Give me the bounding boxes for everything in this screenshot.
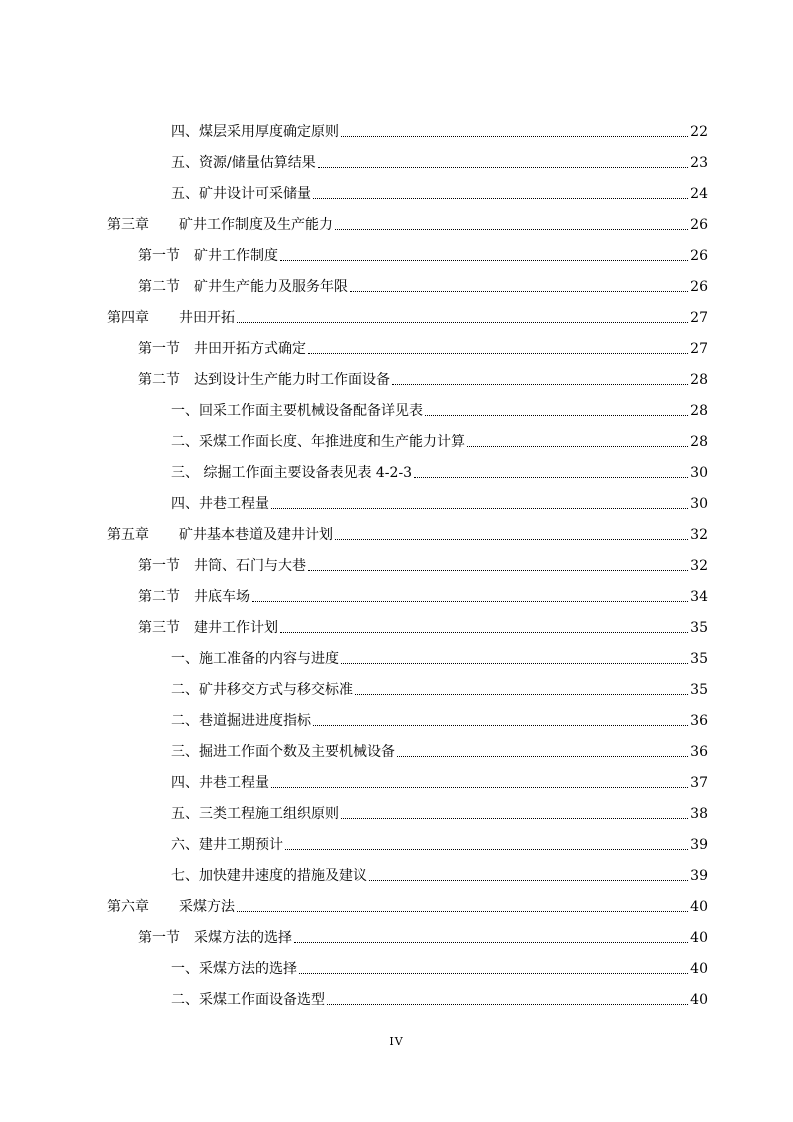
toc-entry-label: 二、矿井移交方式与移交标准 — [171, 682, 353, 698]
toc-entry[interactable] — [138, 367, 708, 389]
toc-entry-title — [138, 371, 390, 389]
toc-entry[interactable] — [138, 274, 708, 296]
toc-entry[interactable] — [171, 956, 708, 978]
toc-leader-dots — [318, 166, 688, 168]
toc-entry-label: 采煤方法 — [179, 899, 235, 915]
toc-entry-number: 第四章 — [107, 310, 149, 326]
toc-entry-label: 六、建井工期预计 — [171, 837, 283, 853]
toc-entry[interactable] — [171, 119, 708, 141]
toc-entry[interactable] — [138, 553, 708, 575]
toc-entry-page: 26 — [690, 217, 708, 233]
toc-entry-label: 二、采煤工作面设备选型 — [171, 992, 325, 1008]
toc-entry-title — [107, 216, 333, 234]
toc-entry-label: 四、井巷工程量 — [171, 775, 269, 791]
toc-entry-page: 34 — [690, 589, 708, 605]
toc-entry-title — [171, 650, 339, 668]
toc-entry[interactable] — [171, 863, 708, 885]
toc-entry-title — [138, 340, 306, 358]
toc-leader-dots — [252, 600, 688, 602]
toc-entry-number: 第六章 — [107, 899, 149, 915]
toc-leader-dots — [308, 569, 688, 571]
toc-entry-title — [171, 836, 283, 854]
toc-entry-label: 矿井工作制度及生产能力 — [179, 217, 333, 233]
toc-entry-label: 建井工作计划 — [194, 620, 278, 636]
toc-entry-label: 井底车场 — [194, 589, 250, 605]
toc-entry-number: 第三章 — [107, 217, 149, 233]
toc-entry[interactable] — [171, 708, 708, 730]
toc-entry-title — [171, 154, 316, 172]
toc-entry-page: 26 — [690, 248, 708, 264]
toc-entry-number: 第二节 — [138, 279, 180, 295]
toc-entry-title — [171, 123, 339, 141]
toc-leader-dots — [341, 135, 688, 137]
toc-leader-dots — [294, 941, 688, 943]
toc-entry-title — [171, 712, 311, 730]
toc-entry[interactable] — [138, 243, 708, 265]
toc-leader-dots — [271, 786, 688, 788]
toc-leader-dots — [392, 383, 688, 385]
toc-entry[interactable] — [171, 832, 708, 854]
toc-entry-page: 28 — [690, 372, 708, 388]
toc-entry-number: 第一节 — [138, 930, 180, 946]
toc-entry-title — [171, 402, 423, 420]
toc-entry-page: 22 — [690, 124, 708, 140]
toc-entry-title — [138, 278, 348, 296]
toc-entry[interactable] — [171, 987, 708, 1009]
toc-entry-page: 30 — [690, 496, 708, 512]
toc-entry-number: 第五章 — [107, 527, 149, 543]
toc-entry[interactable] — [138, 336, 708, 358]
toc-entry-title — [138, 557, 306, 575]
toc-entry-title — [171, 960, 297, 978]
toc-entry[interactable] — [171, 770, 708, 792]
toc-entry-title — [171, 681, 353, 699]
toc-entry-title — [171, 805, 339, 823]
toc-leader-dots — [299, 972, 688, 974]
toc-entry-number: 第一节 — [138, 558, 180, 574]
toc-leader-dots — [237, 321, 688, 323]
toc-entry-title — [107, 526, 333, 544]
toc-leader-dots — [414, 476, 688, 478]
toc-entry-label: 七、加快建井速度的措施及建议 — [171, 868, 367, 884]
toc-entry-label: 矿井基本巷道及建井计划 — [179, 527, 333, 543]
toc-entry-label: 矿井生产能力及服务年限 — [194, 279, 348, 295]
toc-entry-page: 36 — [690, 713, 708, 729]
toc-entry-page: 35 — [690, 620, 708, 636]
toc-entry-title — [171, 867, 367, 885]
toc-leader-dots — [341, 817, 688, 819]
toc-entry-page: 28 — [690, 403, 708, 419]
toc-entry-page: 40 — [690, 899, 708, 915]
toc-entry-label: 五、资源/储量估算结果 — [171, 155, 316, 171]
toc-entry-label: 五、三类工程施工组织原则 — [171, 806, 339, 822]
toc-entry-label: 采煤方法的选择 — [194, 930, 292, 946]
toc-entry-title — [171, 743, 395, 761]
toc-entry[interactable] — [107, 212, 708, 234]
toc-entry-number: 第二节 — [138, 589, 180, 605]
toc-entry-page: 38 — [690, 806, 708, 822]
toc-entry-title — [171, 185, 311, 203]
toc-entry-page: 28 — [690, 434, 708, 450]
toc-entry-label: 四、煤层采用厚度确定原则 — [171, 124, 339, 140]
toc-entry[interactable] — [171, 150, 708, 172]
toc-entry-page: 40 — [690, 930, 708, 946]
toc-entry[interactable] — [171, 491, 708, 513]
toc-entry-page: 36 — [690, 744, 708, 760]
toc-entry[interactable] — [107, 305, 708, 327]
toc-entry-page: 39 — [690, 868, 708, 884]
toc-entry-label: 井田开拓方式确定 — [194, 341, 306, 357]
toc-entry-page: 27 — [690, 310, 708, 326]
toc-entry-label: 五、矿井设计可采储量 — [171, 186, 311, 202]
toc-leader-dots — [467, 445, 688, 447]
toc-leader-dots — [350, 290, 688, 292]
toc-entry-label: 四、井巷工程量 — [171, 496, 269, 512]
toc-entry-title — [138, 619, 278, 637]
toc-entry-label: 二、采煤工作面长度、年推进度和生产能力计算 — [171, 434, 465, 450]
toc-entry[interactable] — [138, 615, 708, 637]
toc-leader-dots — [308, 352, 688, 354]
toc-entry-label: 井筒、石门与大巷 — [194, 558, 306, 574]
toc-entry[interactable] — [171, 181, 708, 203]
toc-entry-label: 矿井工作制度 — [194, 248, 278, 264]
toc-entry-page: 30 — [690, 465, 708, 481]
toc-entry-label: 二、巷道掘进进度指标 — [171, 713, 311, 729]
toc-entry-page: 35 — [690, 682, 708, 698]
toc-entry-label: 三、掘进工作面个数及主要机械设备 — [171, 744, 395, 760]
toc-entry-title — [171, 774, 269, 792]
toc-entry-number: 第一节 — [138, 248, 180, 264]
toc-entry-label: 一、回采工作面主要机械设备配备详见表 — [171, 403, 423, 419]
toc-leader-dots — [280, 631, 688, 633]
toc-entry-page: 24 — [690, 186, 708, 202]
toc-entry-page: 27 — [690, 341, 708, 357]
toc-entry-title — [171, 464, 412, 482]
toc-entry-title — [138, 588, 250, 606]
toc-entry-label: 达到设计生产能力时工作面设备 — [194, 372, 390, 388]
toc-entry-title — [171, 433, 465, 451]
toc-entry-page: 23 — [690, 155, 708, 171]
toc-leader-dots — [369, 879, 688, 881]
toc-entry-title — [107, 898, 235, 916]
toc-entry-page: 40 — [690, 961, 708, 977]
toc-leader-dots — [327, 1003, 688, 1005]
toc-entry-label: 一、采煤方法的选择 — [171, 961, 297, 977]
toc-entry-page: 26 — [690, 279, 708, 295]
toc-entry[interactable] — [171, 460, 708, 482]
toc-entry[interactable] — [171, 801, 708, 823]
toc-leader-dots — [271, 507, 688, 509]
toc-entry[interactable] — [138, 925, 708, 947]
toc-leader-dots — [341, 662, 688, 664]
toc-entry[interactable] — [171, 429, 708, 451]
toc-entry-page: 39 — [690, 837, 708, 853]
toc-entry[interactable] — [171, 398, 708, 420]
toc-entry[interactable] — [171, 677, 708, 699]
toc-leader-dots — [335, 228, 688, 230]
toc-leader-dots — [313, 724, 688, 726]
toc-entry-label: 一、施工准备的内容与进度 — [171, 651, 339, 667]
toc-entry-number: 第二节 — [138, 372, 180, 388]
toc-entry-title — [171, 495, 269, 513]
toc-entry-page: 32 — [690, 527, 708, 543]
toc-leader-dots — [285, 848, 688, 850]
toc-entry-title — [171, 991, 325, 1009]
toc-leader-dots — [397, 755, 688, 757]
toc-entry[interactable] — [138, 584, 708, 606]
toc-entry-number: 第三节 — [138, 620, 180, 636]
toc-entry-page: 37 — [690, 775, 708, 791]
toc-entry-title — [138, 929, 292, 947]
toc-entry[interactable] — [171, 739, 708, 761]
toc-entry[interactable] — [107, 894, 708, 916]
toc-leader-dots — [425, 414, 688, 416]
toc-entry-label: 三、 综掘工作面主要设备表见表 4-2-3 — [171, 465, 413, 481]
toc-entry-page: 32 — [690, 558, 708, 574]
toc-leader-dots — [335, 538, 688, 540]
toc-entry-label: 井田开拓 — [179, 310, 235, 326]
toc-entry-page: 40 — [690, 992, 708, 1008]
toc-entry-title — [138, 247, 278, 265]
toc-entry-title — [107, 309, 235, 327]
toc-leader-dots — [237, 910, 688, 912]
toc-entry[interactable] — [171, 646, 708, 668]
page-number: IV — [389, 1035, 404, 1048]
toc-leader-dots — [313, 197, 688, 199]
toc-entry-page: 35 — [690, 651, 708, 667]
toc-leader-dots — [355, 693, 688, 695]
toc-entry-number: 第一节 — [138, 341, 180, 357]
toc-leader-dots — [280, 259, 688, 261]
toc-entry[interactable] — [107, 522, 708, 544]
